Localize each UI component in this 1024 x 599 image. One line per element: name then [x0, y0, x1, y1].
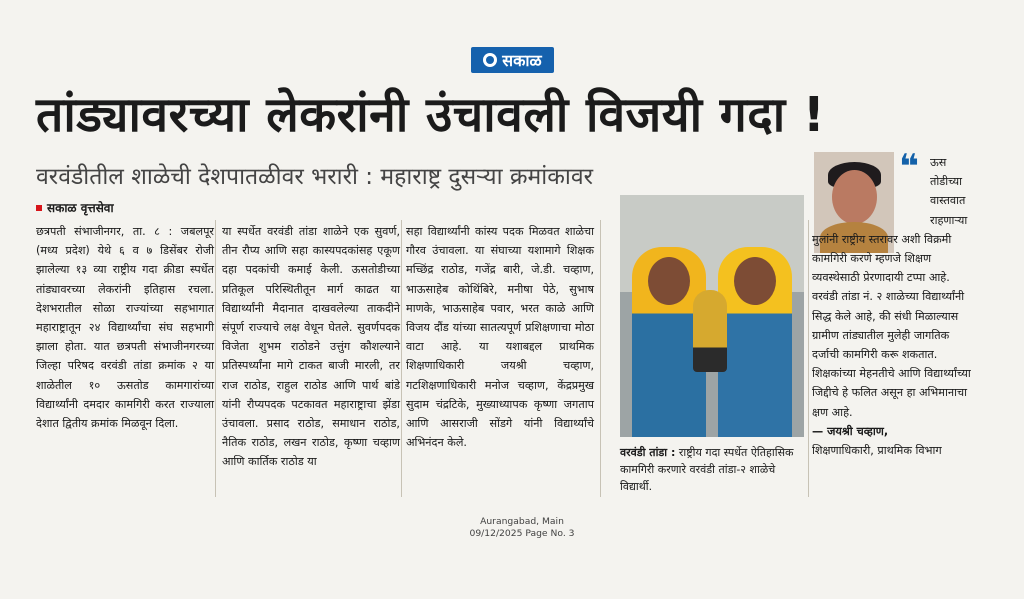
- team-photo: [620, 195, 804, 437]
- caption-text: राष्ट्रीय गदा स्पर्धेत ऐतिहासिक कामगिरी करणारे वरवंडी तांडा-२ शाळेचे विद्यार्थी.: [620, 446, 794, 493]
- date-page-label: 09/12/2025 Page No. 3: [469, 528, 575, 539]
- column-divider: [600, 220, 601, 497]
- subheadline: वरवंडीतील शाळेची देशपातळीवर भरारी : महाराष्ट्र दुसऱ्या क्रमांकावर: [36, 164, 594, 190]
- edition-label: Aurangabad, Main: [480, 516, 564, 527]
- square-bullet-icon: [36, 205, 42, 211]
- quote-author: — जयश्री चव्हाण,: [812, 424, 889, 438]
- article-paragraph: छत्रपती संभाजीनगर, ता. ८ : जबलपूर (मध्य प्रदेश) येथे ६ व ७ डिसेंबर रोजी झालेल्या १३ व्या राष्ट्रीय गदा क्रीडा स्पर्धेत तांड्यावरच्या लेकरांनी इतिहास रचला. देशभरातील सोळा राज्यांच्या सहभागात महाराष्ट्रातून २४ विद्यार्थ्यांचा संघ सहभागी झाला होता. यात छत्रपती संभाजीनगरच्या जिल्हा परिषद वरवंडी तांडा क्रमांक २ या शाळेतील १० ऊसतोड कामगारांच्या विद्यार्थ्यांनी दमदार कामगिरी करत राज्याला देशात द्वितीय क्रमांक मिळवून दिला.: [36, 225, 214, 431]
- caption-title: वरवंडी तांडा :: [620, 446, 676, 459]
- column-divider: [401, 220, 402, 497]
- article-column: [222, 222, 400, 472]
- article-column: [36, 222, 214, 433]
- student-figure: [718, 247, 792, 437]
- byline-text: सकाळ वृत्तसेवा: [47, 201, 114, 215]
- newspaper-logo: [471, 47, 554, 73]
- headline: तांड्यावरच्या लेकरांनी उंचावली विजयी गदा !: [36, 87, 826, 143]
- article-paragraph: या स्पर्धेत वरवंडी तांडा शाळेने एक सुवर्ण, तीन रौप्य आणि सहा कास्यपदकांसह एकूण दहा पदकांची कमाई केली. ऊसतोडीच्या प्रतिकूल परिस्थितीतून मार्ग काढत या विद्यार्थ्यांनी मैदानात दाखवलेल्या ताकदीने संपूर्ण राज्याचे लक्ष वेधून घेतले. सुवर्णपदक विजेता शुभम राठोडने उत्तुंग कौशल्याने प्रतिस्पर्ध्यांना मागे टाकत बाजी मारली, तर राज राठोड, राहुल राठोड आणि पार्थ बांडे यांनी रौप्यपदक पटकावत महाराष्ट्राचा झेंडा उंचावला. प्रसाद राठोड, समाधान राठोड, नैतिक राठोड, लखन राठोड, कृष्णा चव्हाण आणि कार्तिक राठोड या: [222, 225, 400, 469]
- quote-role: शिक्षणाधिकारी, प्राथमिक विभाग: [812, 444, 942, 458]
- quote-text-first: ऊस तोडीच्या वास्तवात राहणाऱ्या: [930, 156, 968, 227]
- photo-caption: [620, 444, 804, 496]
- article-column: [406, 222, 594, 452]
- trophy-icon: [693, 290, 727, 372]
- quote-icon: ❝: [899, 147, 919, 187]
- sun-icon: [483, 53, 497, 67]
- byline: [36, 200, 206, 216]
- source-info: [442, 516, 602, 550]
- column-divider: [215, 220, 216, 497]
- quote-box: [812, 147, 975, 498]
- quote-text: मुलांनी राष्ट्रीय स्तरावर अशी विक्रमी कामगिरी करणे म्हणजे शिक्षण व्यवस्थेसाठी प्रेरणादायी टप्पा आहे. वरवंडी तांडा नं. २ शाळेच्या विद्यार्थ्यांनी सिद्ध केले आहे, की संधी मिळाल्यास ग्रामीण तांड्यातील मुलेही जागतिक दर्जाची कामगिरी करू शकतात. शिक्षकांच्या मेहनतीचे आणि विद्यार्थ्यांच्या जिद्दीचे हे फलित असून हा अभिमानाचा क्षण आहे.: [812, 232, 971, 419]
- article-paragraph: सहा विद्यार्थ्यांनी कांस्य पदक मिळवत शाळेचा गौरव उंचावला. या संघाच्या यशामागे शिक्षक मच्छिंद्र राठोड, गजेंद्र बारी, जे.डी. चव्हाण, भाऊसाहेब कोथिंबिरे, मनीषा पेठे, सुभाष माणके, भाऊसाहेब पवार, भरत काळे आणि विजय दौंड यांच्या सातत्यपूर्ण प्रशिक्षणाचा मोठा वाटा आहे. या यशाबद्दल प्राथमिक शिक्षणाधिकारी जयश्री चव्हाण, गटशिक्षणाधिकारी मनोज चव्हाण, केंद्रप्रमुख सुदाम चंद्रटिके, मुख्याध्यापक कृष्णा जगताप आणि आसराजी सोंडगे यांनी विद्यार्थ्यांचे अभिनंदन केले.: [406, 225, 594, 450]
- logo-text: सकाळ: [502, 51, 542, 70]
- column-divider: [808, 220, 809, 497]
